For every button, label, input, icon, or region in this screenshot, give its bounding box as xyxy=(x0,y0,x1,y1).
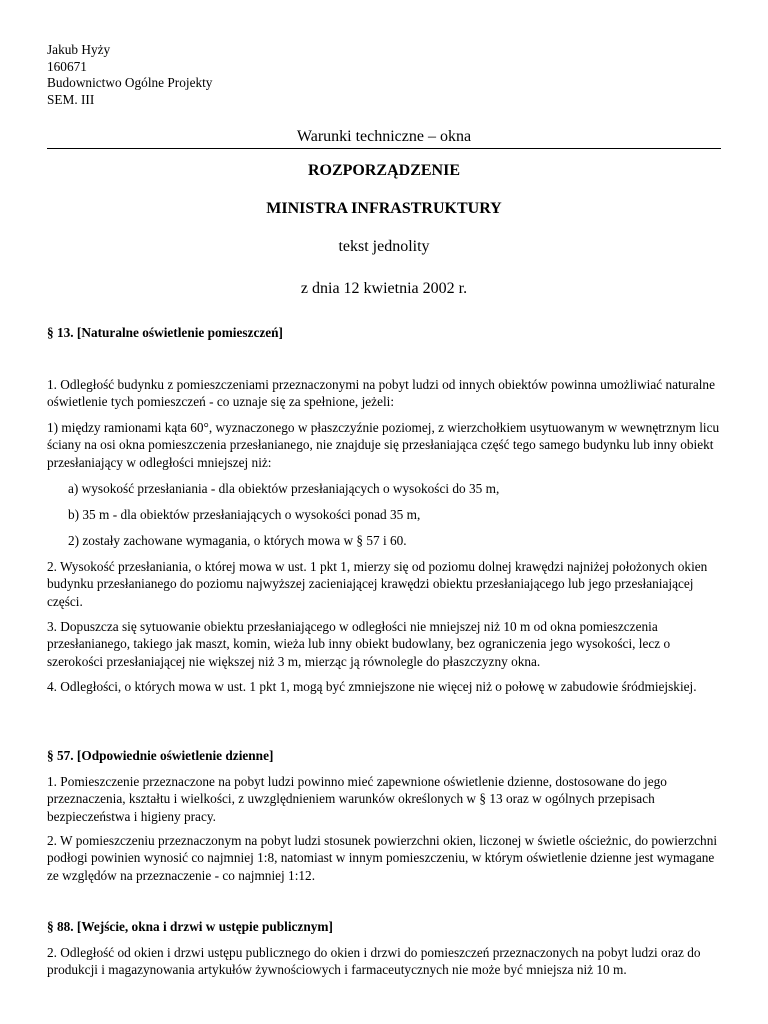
section-88-paragraph-2: 2. Odległość od okien i drzwi ustępu publicznego do okien i drzwi do pomieszczeń przeznaczonych na pobyt ludzi oraz do produkcji i magazynowania artykułów żywnościowych i farmaceutycznych nie może być mniejsza niż 10 m. xyxy=(47,945,701,978)
regulation-title: ROZPORZĄDZENIE xyxy=(307,162,461,179)
section-57-paragraph-2: 2. W pomieszczeniu przeznaczonym na pobyt ludzi stosunek powierzchni okien, liczonej w świetle ościeżnic, do powierzchni podłogi powinien wynosić co najmniej 1:8, natomiast w innym pomieszczeniu, w którym oświetlenie dzienne jest wymagane ze względów na przeznaczenie - co najmniej 1:12. xyxy=(47,833,718,883)
author-name: Jakub Hyży xyxy=(47,42,111,57)
author-header xyxy=(47,42,212,108)
regulation-date: z dnia 12 kwietnia 2002 r. xyxy=(300,280,468,297)
document-title: Warunki techniczne – okna xyxy=(296,128,472,145)
title-divider xyxy=(47,148,721,149)
section-13-subpoint-b: b) 35 m - dla obiektów przesłaniających o wysokości ponad 35 m, xyxy=(68,507,421,522)
regulation-ministry: MINISTRA INFRASTRUKTURY xyxy=(266,200,502,217)
section-57-paragraph-1: 1. Pomieszczenie przeznaczone na pobyt ludzi powinno mieć zapewnione oświetlenie dzienne, dostosowane do jego przeznaczenia, kształtu i wielkości, z uwzględnieniem warunków określonych w § 13 oraz w ogólnych przepisach bezpieczeństwa i higieny pracy. xyxy=(47,774,667,824)
section-13-subpoint-a: a) wysokość przesłaniania - dla obiektów przesłaniających o wysokości do 35 m, xyxy=(68,481,500,496)
section-13-heading: § 13. [Naturalne oświetlenie pomieszczeń] xyxy=(47,325,283,340)
section-57-heading: § 57. [Odpowiednie oświetlenie dzienne] xyxy=(47,748,274,763)
section-13-paragraph-1: 1. Odległość budynku z pomieszczeniami przeznaczonymi na pobyt ludzi od innych obiektów powinna umożliwiać naturalne oświetlenie tych pomieszczeń - co uznaje się za spełnione, jeżeli: xyxy=(47,377,715,410)
section-13-paragraph-4: 4. Odległości, o których mowa w ust. 1 pkt 1, mogą być zmniejszone nie więcej niż o połowę w zabudowie śródmiejskiej. xyxy=(47,679,697,694)
section-13-paragraph-3: 3. Dopuszcza się sytuowanie obiektu przesłaniającego w odległości nie mniejszej niż 10 m od okna pomieszczenia przesłanianego, takiego jak maszt, komin, wieża lub inny obiekt budowlany, bez ograniczenia jego wysokości, lecz o szerokości przesłaniającej nie większej niż 3 m, mierząc ją równolegle do płaszczyzny okna. xyxy=(47,619,671,669)
section-13-paragraph-2: 2. Wysokość przesłaniania, o której mowa w ust. 1 pkt 1, mierzy się od poziomu dolnej krawędzi najniżej położonych okien budynku przesłanianego do poziomu najwyższej zacieniającej krawędzi obiektu przesłaniającego lub jego przesłaniającej części. xyxy=(47,559,708,609)
semester: SEM. III xyxy=(47,91,95,107)
course-name: Budownictwo Ogólne Projekty xyxy=(47,75,213,91)
student-id: 160671 xyxy=(47,58,87,74)
section-13-point-1: 1) między ramionami kąta 60°, wyznaczonego w płaszczyźnie poziomej, z wierzchołkiem usytuowanym w wewnętrznym licu ściany na osi okna pomieszczenia przesłanianego, nie znajduje się przesłaniająca część tego samego budynku lub inny obiekt przesłaniający w odległości mniejszej niż: xyxy=(47,420,720,470)
section-88-heading: § 88. [Wejście, okna i drzwi w ustępie publicznym] xyxy=(47,919,333,934)
section-13-point-2: 2) zostały zachowane wymagania, o których mowa w § 57 i 60. xyxy=(68,533,407,548)
regulation-subtitle: tekst jednolity xyxy=(338,238,430,255)
